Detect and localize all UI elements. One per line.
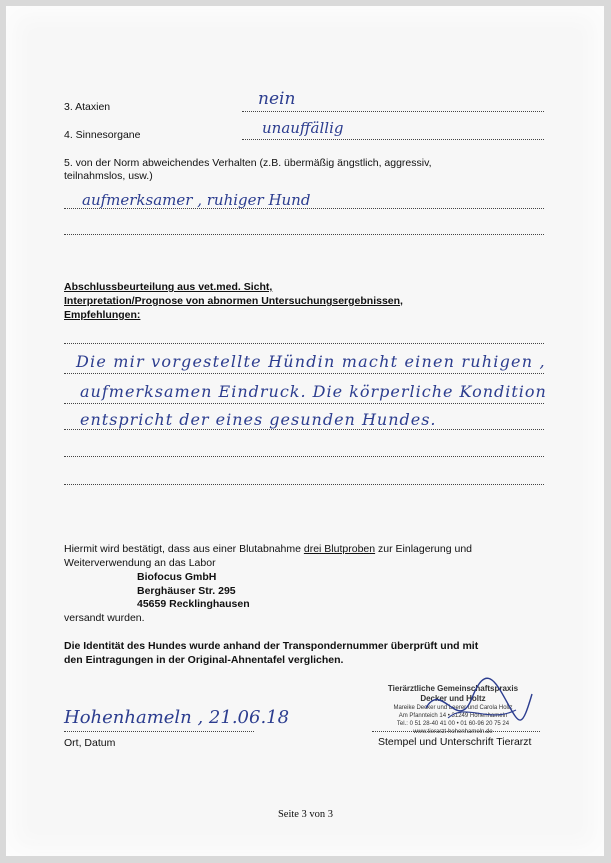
- confirmation-text-b: zur Einlagerung und: [375, 543, 472, 555]
- stamp-web: www.tierarzt-hohenhameln.de: [413, 729, 493, 735]
- behavior-line-2: [64, 234, 544, 235]
- stamp-names: Decker und Holtz: [420, 694, 486, 703]
- confirmation-line2: Weiterverwendung an das Labor: [64, 557, 216, 569]
- assessment-line-5: [64, 484, 544, 485]
- behavior-label-line2: teilnahmslos, usw.): [64, 170, 153, 182]
- assessment-line-2: [64, 403, 544, 404]
- lab-name: Biofocus GmbH: [137, 571, 217, 583]
- stamp-phone: Tel.: 0 51 28-40 41 00 • 01 60-96 20 75 24: [396, 721, 510, 727]
- identity-line2: den Eintragungen in der Original-Ahnentafel verglichen.: [64, 654, 344, 666]
- assessment-text-line2: aufmerksamen Eindruck. Die körperliche Kondition: [80, 382, 547, 401]
- ataxien-value: nein: [258, 89, 296, 109]
- place-date-line: [64, 731, 254, 732]
- lab-city: 45659 Recklinghausen: [137, 598, 250, 610]
- ataxien-line: [242, 111, 544, 112]
- page-number: Seite 3 von 3: [277, 809, 334, 820]
- assessment-line-0: [64, 343, 544, 344]
- ataxien-label: 3. Ataxien: [64, 101, 111, 113]
- place-date-value: Hohenhameln , 21.06.18: [64, 707, 290, 728]
- stamp-label: Stempel und Unterschrift Tierarzt: [378, 736, 532, 748]
- assessment-heading-line1: Abschlussbeurteilung aus vet.med. Sicht,: [64, 281, 273, 293]
- assessment-text-line1: Die mir vorgestellte Hündin macht einen ruhigen ,: [76, 352, 546, 371]
- stamp-vets: Mareike Decker und Leerer und Carola Holtz: [393, 705, 513, 711]
- assessment-heading-line2: Interpretation/Prognose von abnormen Untersuchungsergebnissen,: [64, 295, 403, 307]
- assessment-line-4: [64, 456, 544, 457]
- assessment-line-1: [64, 373, 544, 374]
- stamp-line: [372, 731, 540, 732]
- assessment-line-3: [64, 429, 544, 430]
- place-date-label: Ort, Datum: [64, 737, 116, 749]
- confirmation-text-a: Hiermit wird bestätigt, dass aus einer Blutabnahme: [64, 543, 304, 555]
- stamp-title: Tierärztliche Gemeinschaftspraxis: [387, 684, 519, 693]
- behavior-value: aufmerksamer , ruhiger Hund: [82, 191, 311, 209]
- sinnesorgane-value: unauffällig: [262, 119, 344, 137]
- identity-line1: Die Identität des Hundes wurde anhand der Transpondernummer überprüft und mit: [64, 640, 479, 652]
- lab-street: Berghäuser Str. 295: [137, 585, 236, 597]
- assessment-heading-line3: Empfehlungen:: [64, 309, 141, 321]
- confirmation-line1: [64, 543, 472, 556]
- blood-samples-highlight: drei Blutproben: [303, 543, 376, 555]
- sent-text: versandt wurden.: [64, 612, 145, 624]
- behavior-label-line1: 5. von der Norm abweichendes Verhalten (z.B. übermäßig ängstlich, aggressiv,: [64, 157, 432, 169]
- sinnesorgane-label: 4. Sinnesorgane: [64, 129, 141, 141]
- sinnesorgane-line: [242, 139, 544, 140]
- stamp-address: Am Pfannteich 14 • 31249 Hohenhameln: [398, 713, 508, 719]
- assessment-text-line3: entspricht der eines gesunden Hundes.: [80, 410, 437, 429]
